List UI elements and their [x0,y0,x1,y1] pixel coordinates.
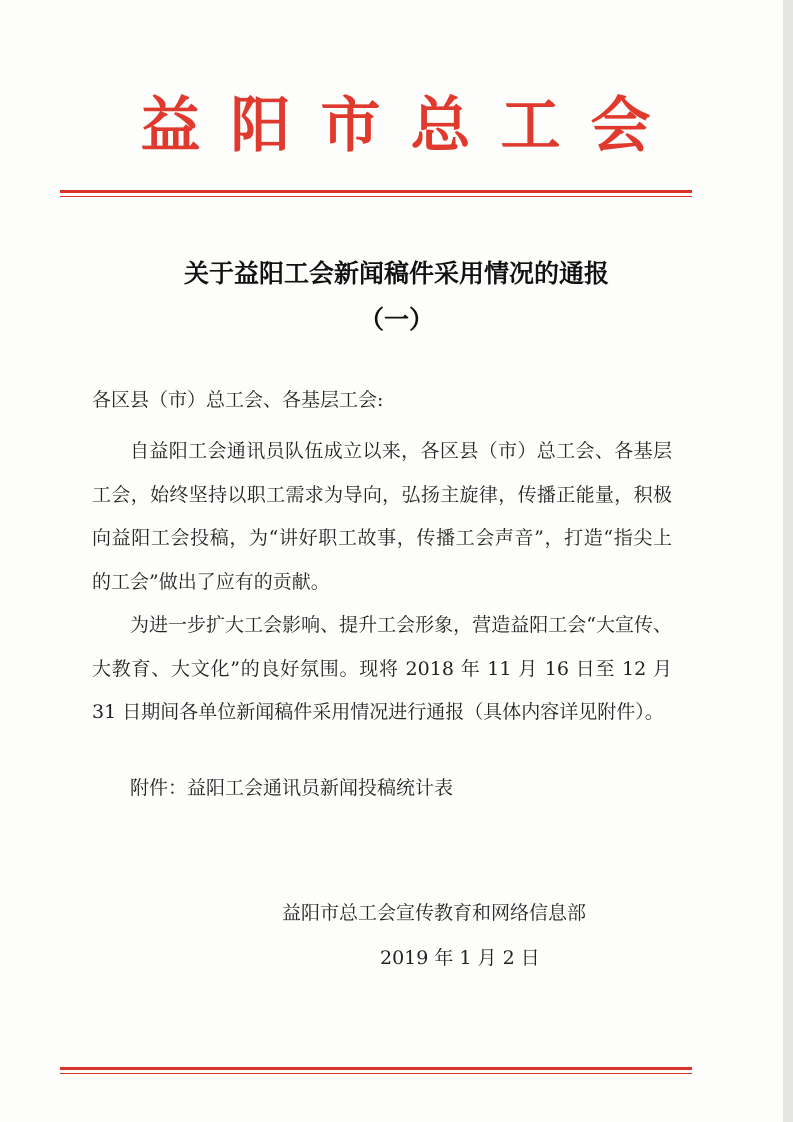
signature: 益阳市总工会宣传教育和网络信息部 [282,902,587,924]
body-paragraph-1: 自益阳工会通讯员队伍成立以来，各区县（市）总工会、各基层工会，始终坚持以职工需求为导向，弘扬主旋律，传播正能量，积极向益阳工会投稿，为“讲好职工故事，传播工会声音”，打造“指尖上的工会”做出了应有的贡献。 [92,440,672,593]
body-paragraph-2: 为进一步扩大工会影响、提升工会形象，营造益阳工会“大宣传、大教育、大文化”的良好氛围。现将 2018 年 11 月 16 日至 12 月 31 日期间各单位新闻稿件采用情况进行通报（具体内容详见附件）。 [92,614,672,723]
document-subtitle: （一） [358,305,434,334]
document-body [92,430,672,735]
footer-rule [60,1067,692,1074]
page-edge [783,0,793,1122]
attachment-note: 附件：益阳工会通讯员新闻投稿统计表 [130,777,454,799]
letterhead-title: 益阳市总工会 [140,91,681,161]
letterhead-rule [60,190,692,197]
document-title: 关于益阳工会新闻稿件采用情况的通报 [183,259,609,288]
salutation: 各区县（市）总工会、各基层工会: [92,389,384,411]
document-date: 2019 年 1 月 2 日 [380,947,540,969]
